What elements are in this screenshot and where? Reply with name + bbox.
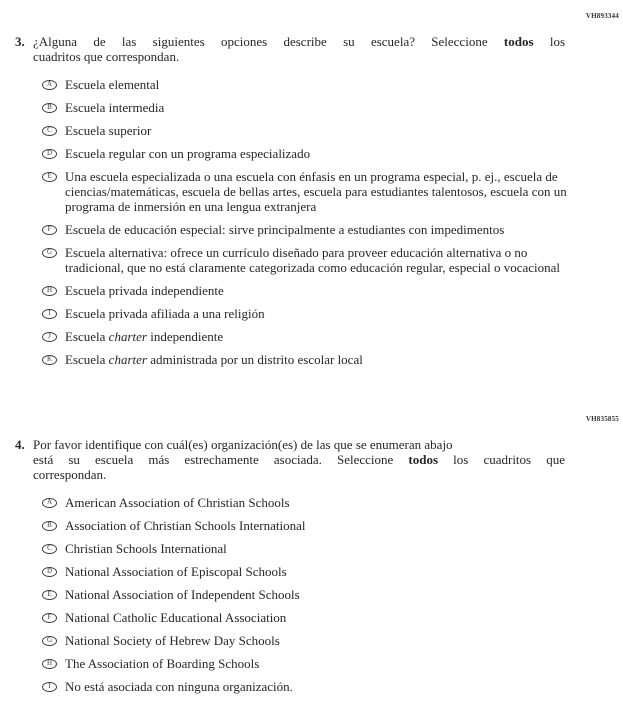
option-text: Escuela intermedia (65, 100, 165, 115)
answer-bubble-e[interactable]: E (42, 590, 57, 600)
option-text: Christian Schools International (65, 541, 227, 556)
option-text: National Association of Independent Schools (65, 587, 300, 602)
question-4 (0, 437, 623, 702)
answer-bubble-k[interactable]: K (42, 355, 57, 365)
option-row (33, 633, 573, 648)
option-text: Escuela superior (65, 123, 152, 138)
answer-bubble-h[interactable]: H (42, 286, 57, 296)
answer-bubble-d[interactable]: D (42, 149, 57, 159)
prompt-line: está su escuela más estrechamente asociada. Seleccione todos los cuadritos que (33, 452, 565, 467)
option-text: Una escuela especializada o una escuela con énfasis en un programa especial, p. ej., escuela de ciencias/matemáticas, escuela de bellas artes, escuela para estudiantes talentosos, escuela con un programa de inmersión en una lengua extranjera (65, 169, 567, 214)
question-prompt (33, 437, 565, 482)
option-text: No está asociada con ninguna organización. (65, 679, 293, 694)
answer-bubble-i[interactable]: I (42, 682, 57, 692)
option-text: National Society of Hebrew Day Schools (65, 633, 280, 648)
option-row (33, 306, 573, 321)
question-number: 4. (15, 437, 25, 452)
question-content (33, 437, 573, 702)
option-text: The Association of Boarding Schools (65, 656, 260, 671)
option-text: Escuela de educación especial: sirve principalmente a estudiantes con impedimentos (65, 222, 505, 237)
answer-bubble-e[interactable]: E (42, 172, 57, 182)
answer-bubble-g[interactable]: G (42, 636, 57, 646)
option-row (33, 587, 573, 602)
option-row (33, 283, 573, 298)
option-row (33, 541, 573, 556)
option-row (33, 564, 573, 579)
option-row (33, 495, 573, 510)
answer-bubble-g[interactable]: G (42, 248, 57, 258)
question-3 (0, 34, 623, 375)
option-text: Escuela regular con un programa especializado (65, 146, 311, 161)
option-row (33, 610, 573, 625)
answer-bubble-c[interactable]: C (42, 126, 57, 136)
question-prompt (33, 34, 565, 64)
prompt-line: ¿Alguna de las siguientes opciones describe su escuela? Seleccione todos los (33, 34, 566, 49)
option-row (33, 77, 573, 92)
question-content (33, 34, 573, 375)
option-row (33, 245, 573, 275)
answer-bubble-d[interactable]: D (42, 567, 57, 577)
option-text: Escuela privada afiliada a una religión (65, 306, 265, 321)
option-text: American Association of Christian Schools (65, 495, 290, 510)
option-row (33, 329, 573, 344)
prompt-line: correspondan. (33, 467, 107, 482)
option-row (33, 679, 573, 694)
option-text: Escuela charter administrada por un distrito escolar local (65, 352, 363, 367)
option-row (33, 123, 573, 138)
prompt-line: Por favor identifique con cuál(es) organización(es) de las que se enumeran abajo (33, 437, 453, 452)
answer-bubble-f[interactable]: F (42, 613, 57, 623)
options-list (33, 77, 573, 367)
prompt-line: cuadritos que correspondan. (33, 49, 180, 64)
option-text: Association of Christian Schools International (65, 518, 306, 533)
option-text: Escuela charter independiente (65, 329, 224, 344)
option-row (33, 656, 573, 671)
option-row (33, 146, 573, 161)
question-id-code: VH893344 (585, 12, 619, 20)
answer-bubble-i[interactable]: I (42, 309, 57, 319)
answer-bubble-b[interactable]: B (42, 521, 57, 531)
answer-bubble-h[interactable]: H (42, 659, 57, 669)
option-row (33, 518, 573, 533)
option-text: National Association of Episcopal Schools (65, 564, 287, 579)
answer-bubble-a[interactable]: A (42, 80, 57, 90)
answer-bubble-a[interactable]: A (42, 498, 57, 508)
answer-bubble-f[interactable]: F (42, 225, 57, 235)
answer-bubble-c[interactable]: C (42, 544, 57, 554)
question-id-code: VH835855 (585, 415, 619, 423)
option-row (33, 169, 573, 214)
answer-bubble-b[interactable]: B (42, 103, 57, 113)
option-row (33, 352, 573, 367)
option-text: Escuela privada independiente (65, 283, 224, 298)
option-row (33, 222, 573, 237)
option-row (33, 100, 573, 115)
options-list (33, 495, 573, 694)
option-text: Escuela elemental (65, 77, 160, 92)
question-number: 3. (15, 34, 25, 49)
option-text: National Catholic Educational Association (65, 610, 287, 625)
option-text: Escuela alternativa: ofrece un currículo diseñado para proveer educación alternativa o no tradicional, que no está claramente categorizada como educación regular, especial o vocacional (65, 245, 561, 275)
answer-bubble-j[interactable]: J (42, 332, 57, 342)
